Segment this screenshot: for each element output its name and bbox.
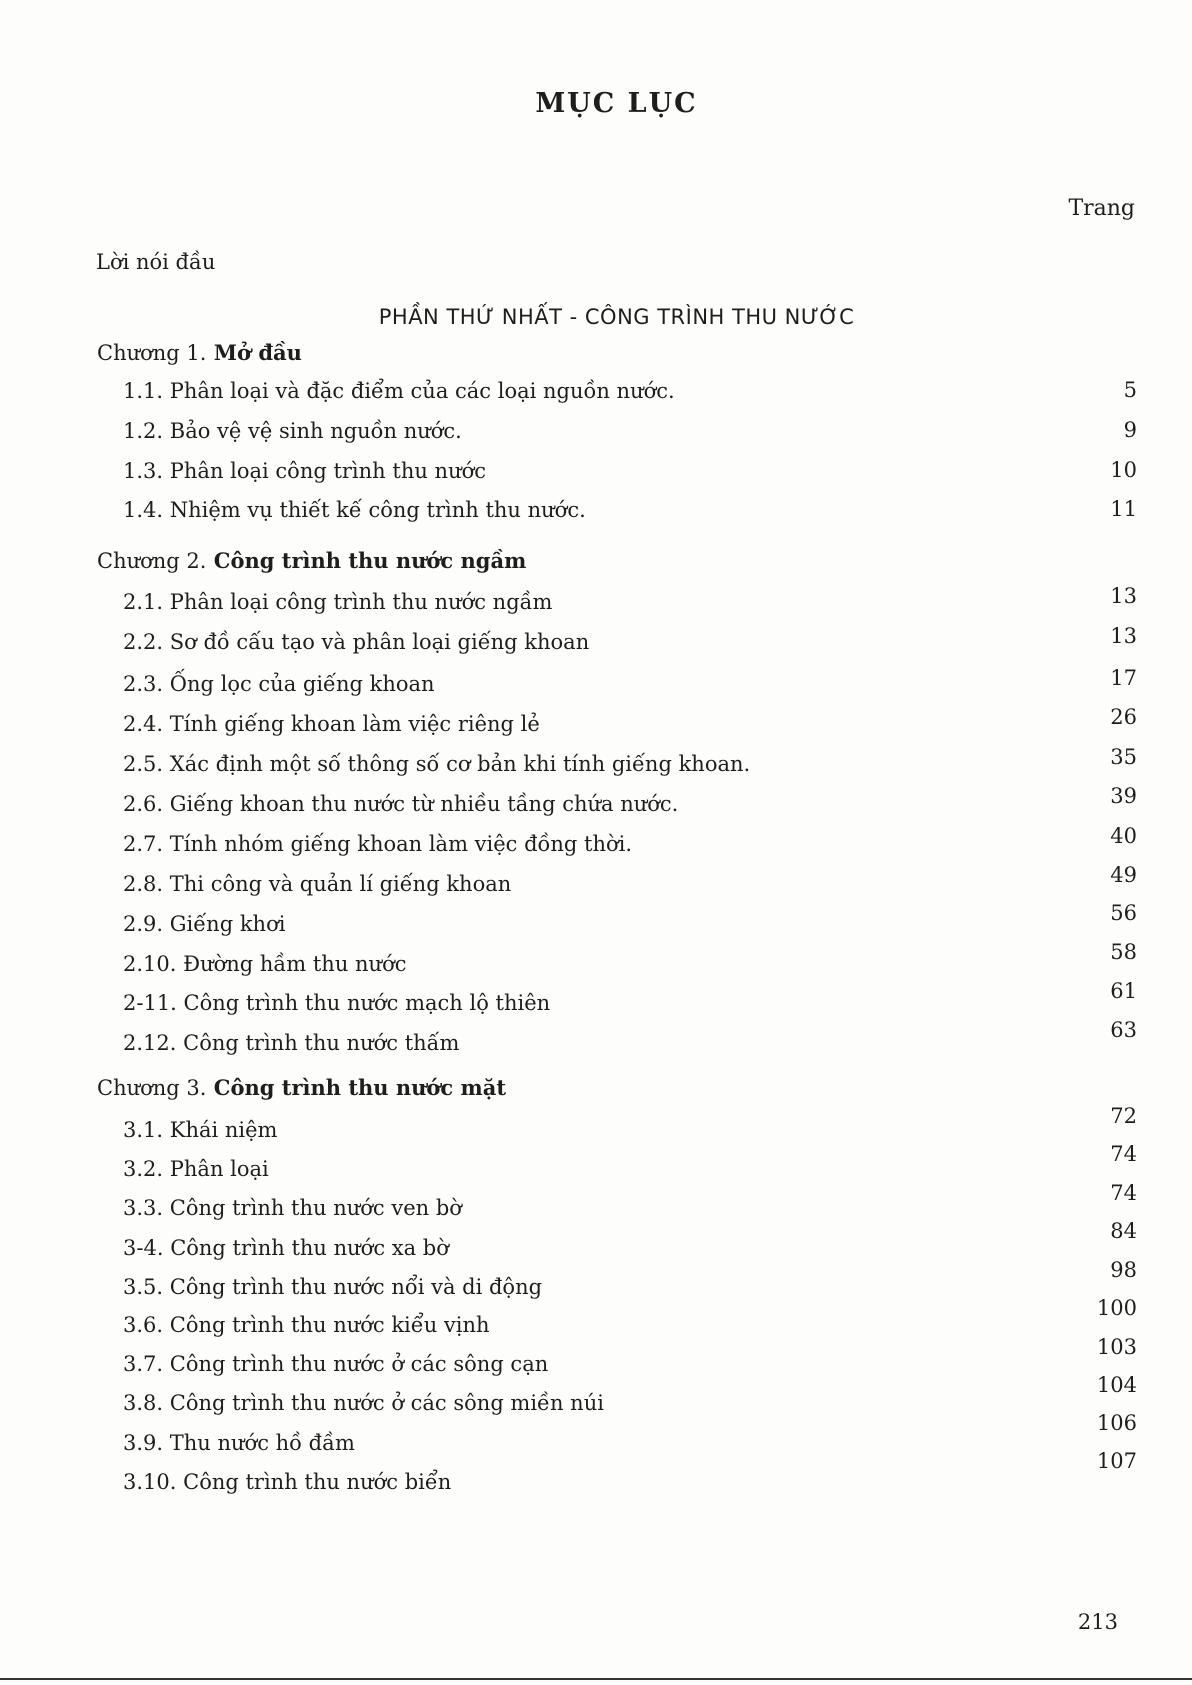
toc-entry[interactable]: [0, 584, 1192, 620]
chapter-heading[interactable]: [0, 1075, 1192, 1105]
toc-entry-number: 1.3.: [123, 459, 164, 483]
toc-entry-page: 35: [1110, 745, 1137, 769]
toc-entry-page: 72: [1110, 1104, 1137, 1128]
toc-entry-number: 3-4.: [123, 1236, 164, 1260]
toc-entry-title: Phân loại công trình thu nước ngầm: [169, 590, 553, 614]
toc-entry-page: 5: [1123, 378, 1137, 402]
toc-entry-page: 49: [1110, 863, 1137, 887]
toc-entry-title: Công trình thu nước xa bờ: [170, 1236, 449, 1260]
toc-entry-text: [123, 832, 632, 856]
toc-entry-text: [123, 792, 678, 816]
toc-entry[interactable]: [0, 624, 1192, 660]
toc-entry[interactable]: [0, 498, 1192, 528]
toc-entry-title: Công trình thu nước biển: [183, 1470, 452, 1494]
toc-entry-page: 63: [1110, 1018, 1137, 1042]
toc-entry-page: 74: [1110, 1181, 1137, 1205]
chapter-name: Mở đầu: [213, 340, 302, 365]
toc-entry-page: 84: [1110, 1219, 1137, 1243]
toc-entry-number: 3.1.: [123, 1118, 164, 1142]
toc-entry[interactable]: [0, 1411, 1192, 1461]
toc-entry-number: 1.1.: [123, 379, 164, 403]
toc-entry-text: [123, 912, 285, 936]
toc-entry-title: Phân loại và đặc điểm của các loại nguồn nước.: [169, 379, 675, 403]
toc-entry-page: 10: [1110, 458, 1137, 482]
chapter-label: Chương 1.: [97, 341, 207, 365]
toc-entry[interactable]: [0, 1018, 1192, 1061]
toc-entry-title: Giếng khoan thu nước từ nhiều tầng chứa nước.: [169, 792, 679, 816]
toc-entry[interactable]: [0, 1373, 1192, 1421]
toc-entry-page: 103: [1096, 1335, 1137, 1359]
toc-entry-title: Đường hầm thu nước: [183, 952, 407, 976]
toc-entry-text: [123, 1470, 451, 1494]
toc-entry-title: Công trình thu nước nổi và di động: [169, 1275, 543, 1299]
chapter-title: [97, 340, 302, 365]
preface-entry[interactable]: Lời nói đầu: [96, 250, 216, 274]
toc-entry-number: 2-11.: [123, 991, 177, 1015]
toc-entry-text: [123, 590, 552, 614]
toc-entry[interactable]: [0, 666, 1192, 702]
toc-entry[interactable]: [0, 863, 1192, 902]
toc-entry-number: 2.6.: [123, 792, 164, 816]
toc-entry-text: [123, 1118, 277, 1142]
part-title: PHẦN THỨ NHẤT - CÔNG TRÌNH THU NƯỚC: [378, 305, 855, 329]
toc-entry-title: Thu nước hồ đầm: [169, 1431, 355, 1455]
toc-entry-title: Công trình thu nước ở các sông miền núi: [169, 1391, 604, 1415]
toc-entry-title: Công trình thu nước thấm: [183, 1031, 460, 1055]
toc-entry-text: [123, 630, 589, 654]
toc-entry-page: 61: [1110, 979, 1137, 1003]
toc-entry-title: Sơ đồ cấu tạo và phân loại giếng khoan: [169, 630, 590, 654]
chapter-name: Công trình thu nước ngầm: [213, 548, 527, 573]
toc-entry[interactable]: [0, 419, 1192, 449]
toc-entry-text: [123, 459, 486, 483]
toc-entry-number: 3.8.: [123, 1391, 164, 1415]
toc-entry-number: 2.8.: [123, 872, 164, 896]
toc-entry-title: Tính nhóm giếng khoan làm việc đồng thời.: [169, 832, 633, 856]
toc-entry-number: 2.12.: [123, 1031, 177, 1055]
toc-entry-title: Thi công và quản lí giếng khoan: [169, 872, 512, 896]
toc-entry-title: Phân loại: [169, 1157, 269, 1181]
toc-entry-text: [123, 1236, 449, 1260]
toc-entry-text: [123, 498, 586, 522]
toc-entry-text: [123, 752, 750, 776]
toc-entry-text: [123, 672, 435, 696]
toc-entry[interactable]: [0, 979, 1192, 1021]
toc-entry-title: Công trình thu nước mạch lộ thiên: [183, 991, 551, 1015]
chapter-label: Chương 2.: [97, 549, 207, 573]
toc-entry-number: 3.9.: [123, 1431, 164, 1455]
toc-entry-number: 1.4.: [123, 498, 164, 522]
toc-entry[interactable]: [0, 1258, 1192, 1305]
toc-entry-title: Công trình thu nước ở các sông cạn: [169, 1352, 549, 1376]
toc-entry-text: [123, 1352, 548, 1376]
toc-entry-number: 2.3.: [123, 672, 164, 696]
toc-entry-number: 3.5.: [123, 1275, 164, 1299]
toc-entry-number: 3.2.: [123, 1157, 164, 1181]
chapter-name: Công trình thu nước mặt: [213, 1075, 507, 1100]
page-column-label: Trang: [1068, 196, 1135, 221]
toc-entry[interactable]: [0, 745, 1192, 782]
toc-entry-text: [123, 419, 462, 443]
bottom-rule: [0, 1678, 1192, 1680]
toc-entry-text: [123, 1313, 490, 1337]
toc-entry-number: 2.5.: [123, 752, 164, 776]
toc-entry[interactable]: [0, 705, 1192, 742]
chapter-title: [97, 548, 526, 573]
toc-entry-title: Xác định một số thông số cơ bản khi tính giếng khoan.: [169, 752, 751, 776]
toc-entry-page: 26: [1110, 705, 1137, 729]
toc-entry-page: 13: [1110, 624, 1137, 648]
toc-entry[interactable]: [0, 940, 1192, 982]
toc-entry-number: 2.1.: [123, 590, 164, 614]
toc-entry-text: [123, 952, 407, 976]
toc-entry-text: [123, 1431, 355, 1455]
toc-entry-title: Khái niệm: [169, 1118, 278, 1142]
toc-entry-text: [123, 1157, 269, 1181]
toc-entry-text: [123, 379, 675, 403]
toc-entry-title: Ống lọc của giếng khoan: [169, 672, 435, 696]
toc-entry-number: 2.9.: [123, 912, 164, 936]
toc-entry[interactable]: [0, 1142, 1192, 1187]
toc-entry-title: Tính giếng khoan làm việc riêng lẻ: [169, 712, 540, 736]
toc-entry[interactable]: [0, 1104, 1192, 1148]
toc-entry-title: Công trình thu nước kiểu vịnh: [169, 1313, 490, 1337]
toc-entry-page: 11: [1110, 497, 1137, 521]
toc-entry-page: 40: [1110, 824, 1137, 848]
toc-entry-number: 3.6.: [123, 1313, 164, 1337]
toc-entry-number: 3.10.: [123, 1470, 177, 1494]
toc-entry-title: Công trình thu nước ven bờ: [169, 1196, 462, 1220]
chapter-heading[interactable]: [0, 548, 1192, 578]
toc-entry-number: 2.10.: [123, 952, 177, 976]
toc-entry-number: 2.4.: [123, 712, 164, 736]
toc-entry-text: [123, 1391, 604, 1415]
toc-entry-title: Phân loại công trình thu nước: [169, 459, 486, 483]
toc-entry-page: 13: [1110, 584, 1137, 608]
chapter-title: [97, 1075, 506, 1100]
toc-entry-page: 58: [1110, 940, 1137, 964]
toc-entry[interactable]: [0, 379, 1192, 409]
toc-entry-title: Bảo vệ vệ sinh nguồn nước.: [169, 419, 462, 443]
toc-entry-page: 98: [1110, 1258, 1137, 1282]
chapter-heading[interactable]: [0, 340, 1192, 370]
toc-entry[interactable]: [0, 784, 1192, 822]
toc-entry-page: 74: [1110, 1142, 1137, 1166]
toc-entry-page: 100: [1096, 1296, 1137, 1320]
toc-entry-page: 39: [1110, 784, 1137, 808]
toc-entry-text: [123, 1275, 542, 1299]
toc-entry-text: [123, 991, 550, 1015]
toc-entry[interactable]: [0, 1296, 1192, 1343]
toc-entry-text: [123, 872, 511, 896]
chapter-label: Chương 3.: [97, 1076, 207, 1100]
toc-entry-page: 106: [1096, 1411, 1137, 1435]
toc-entry-number: 2.2.: [123, 630, 164, 654]
page-title: MỤC LỤC: [535, 88, 698, 119]
toc-entry-title: Nhiệm vụ thiết kế công trình thu nước.: [169, 498, 586, 522]
toc-entry-page: 104: [1096, 1373, 1137, 1397]
toc-entry[interactable]: [0, 1335, 1192, 1382]
toc-entry-page: 56: [1110, 901, 1137, 925]
toc-entry[interactable]: [0, 824, 1192, 862]
page-number: 213: [1077, 1610, 1118, 1634]
toc-entry-page: 9: [1123, 418, 1137, 442]
toc-entry-text: [123, 1031, 459, 1055]
toc-entry-number: 1.2.: [123, 419, 164, 443]
toc-entry-text: [123, 712, 540, 736]
toc-entry[interactable]: [0, 901, 1192, 942]
toc-entry-number: 2.7.: [123, 832, 164, 856]
toc-entry-page: 17: [1110, 666, 1137, 690]
toc-entry[interactable]: [0, 1181, 1192, 1226]
toc-entry[interactable]: [0, 459, 1192, 489]
toc-entry-number: 3.7.: [123, 1352, 164, 1376]
toc-entry-text: [123, 1196, 462, 1220]
toc-entry[interactable]: [0, 1219, 1192, 1266]
toc-entry-page: 107: [1096, 1449, 1137, 1473]
toc-entry-number: 3.3.: [123, 1196, 164, 1220]
toc-entry-title: Giếng khơi: [169, 912, 286, 936]
toc-entry[interactable]: [0, 1449, 1192, 1500]
